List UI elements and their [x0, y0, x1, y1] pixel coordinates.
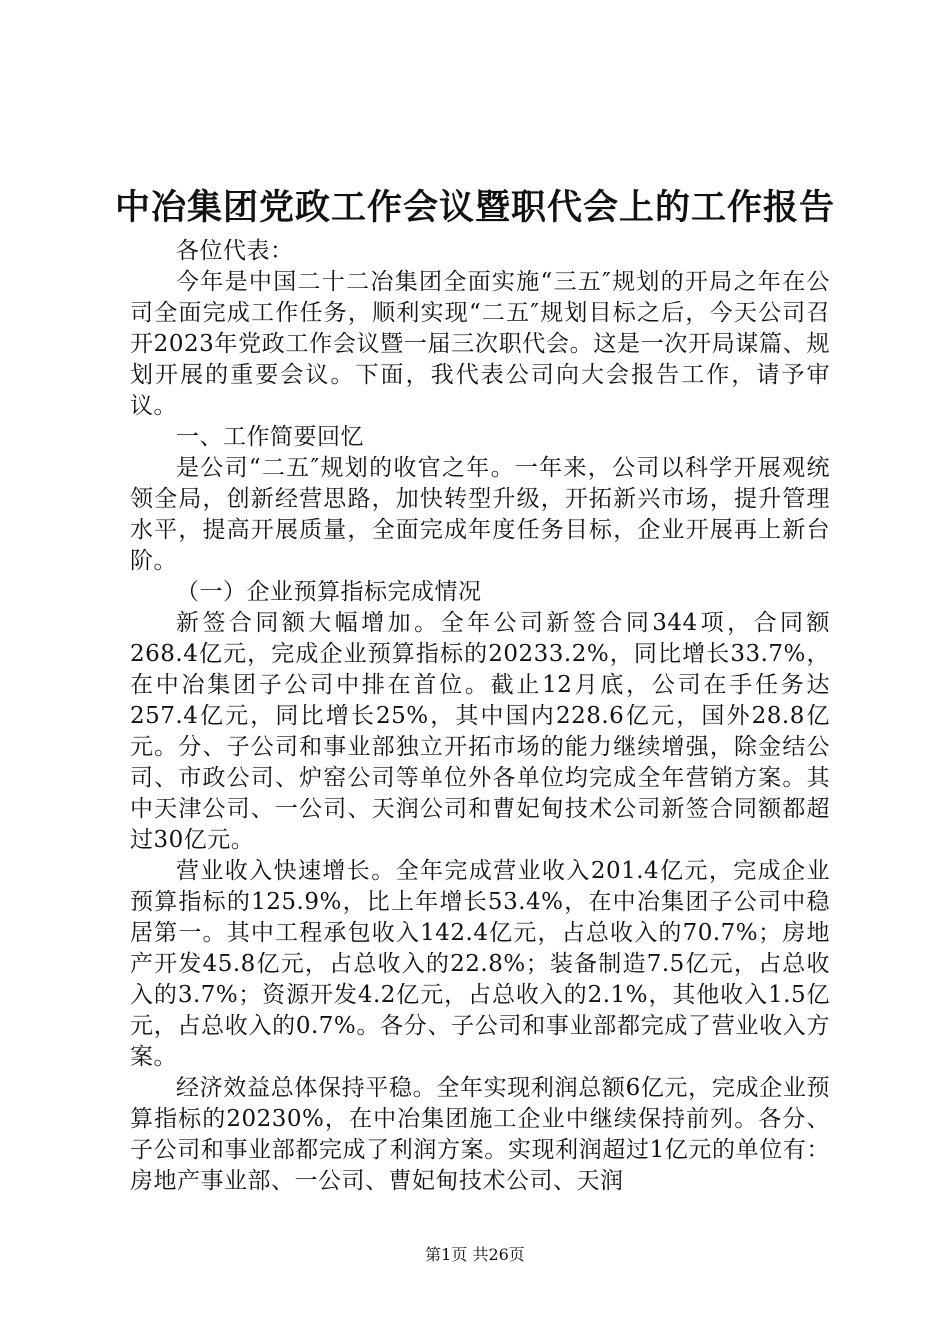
document-body: [130, 236, 830, 1197]
section-heading: 一、工作简要回忆: [176, 424, 364, 450]
intro-paragraph: 今年是中国二十二冶集团全面实施“三五″规划的开局之年在公司全面完成工作任务，顺利实现“二五″规划目标之后，今天公司召开2023年党政工作会议暨一届三次职代会。这是一次开局谋篇、规划开展的重要会议。下面，我代表公司向大会报告工作，请予审议。: [130, 269, 830, 419]
review-paragraph: 是公司“二五″规划的收官之年。一年来，公司以科学开展观统领全局，创新经营思路，加快转型升级，开拓新兴市场，提升管理水平，提高开展质量，全面完成年度任务目标，企业开展再上新台阶。: [130, 455, 830, 574]
page-footer: 第1页 共26页: [425, 1245, 525, 1264]
profit-paragraph: 经济效益总体保持平稳。全年实现利润总额6亿元，完成企业预算指标的20230%，在中冶集团施工企业中继续保持前列。各分、子公司和事业部都完成了利润方案。实现利润超过1亿元的单位有：房地产事业部、一公司、曹妃甸技术公司、天润: [130, 1075, 830, 1194]
revenue-paragraph: 营业收入快速增长。全年完成营业收入201.4亿元，完成企业预算指标的125.9%，比上年增长53.4%，在中冶集团子公司中稳居第一。其中工程承包收入142.4亿元，占总收入的70.7%；房地产开发45.8亿元，占总收入的22.8%；装备制造7.5亿元，占总收入的3.7%；资源开发4.2亿元，占总收入的2.1%，其他收入1.5亿元，占总收入的0.7%。各分、子公司和事业部都完成了营业收入方案。: [130, 858, 830, 1070]
document-title: 中冶集团党政工作会议暨职代会上的工作报告: [114, 187, 835, 228]
subsection-heading: （一）企业预算指标完成情况: [176, 579, 482, 605]
salutation: 各位代表：: [176, 238, 294, 264]
contracts-paragraph: 新签合同额大幅增加。全年公司新签合同344项，合同额268.4亿元，完成企业预算指标的20233.2%，同比增长33.7%，在中冶集团子公司中排在首位。截止12月底，公司在手任务达257.4亿元，同比增长25%，其中国内228.6亿元，国外28.8亿元。分、子公司和事业部独立开拓市场的能力继续增强，除金结公司、市政公司、炉窑公司等单位外各单位均完成全年营销方案。其中天津公司、一公司、天润公司和曹妃甸技术公司新签合同额都超过30亿元。: [130, 610, 830, 853]
